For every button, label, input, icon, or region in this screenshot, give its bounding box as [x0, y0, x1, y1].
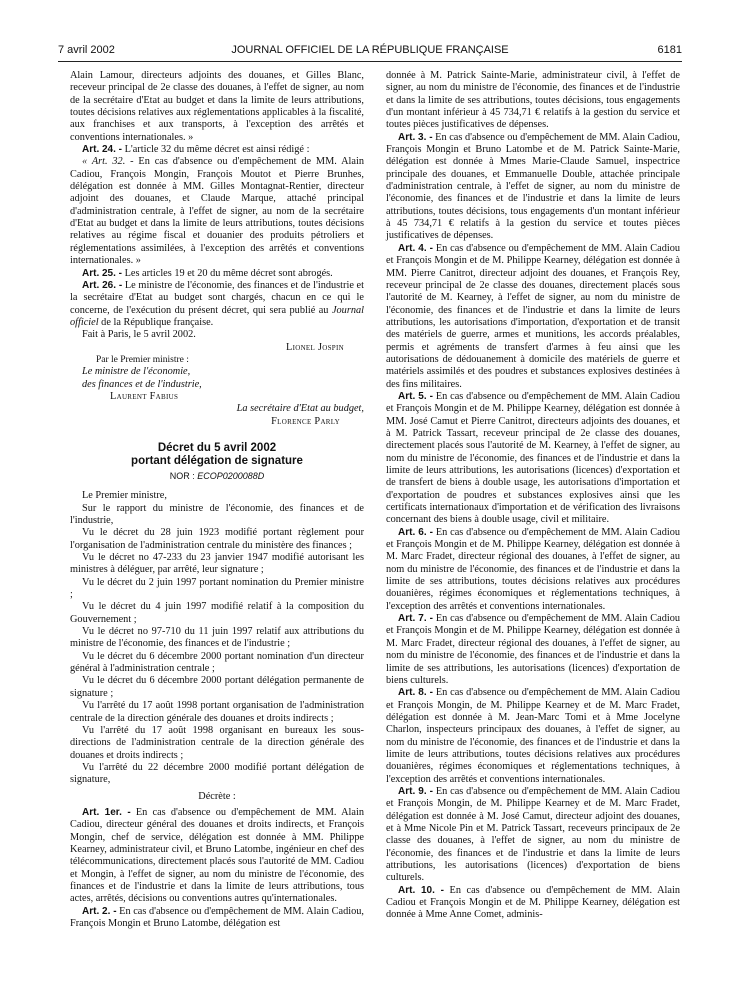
article-label: Art. 24. -: [82, 144, 123, 156]
article-4: [386, 243, 680, 391]
nor-code: ECOP0200088D: [197, 470, 265, 481]
journal-title: JOURNAL OFFICIEL DE LA RÉPUBLIQUE FRANÇAISE: [231, 44, 509, 56]
article-25: [70, 268, 364, 280]
article-label: Art. 4. -: [398, 242, 434, 254]
article-label: Art. 5. -: [398, 390, 434, 402]
signature-pm: Lionel Jospin: [286, 341, 344, 353]
secretary-title: La secrétaire d'Etat au budget,: [236, 403, 364, 415]
continued-paragraph: donnée à M. Patrick Sainte-Marie, administrateur civil, à l'effet de signer, au nom du ministre de l'économie, des finances et de l'industrie et dans la limite de ses attributions, toutes décisions, tous engagements d'un montant inférieur à 45 734,71 € relatifs à la gestion du service et toutes pièces justificatives de dépenses.: [386, 70, 680, 131]
visa-line: Vu le décret no 97-710 du 11 juin 1997 relatif aux attributions du ministre de l'économie, des finances et de l'industrie ;: [70, 626, 364, 650]
article-text: En cas d'absence ou d'empêchement de MM. Alain Cadiou, François Mongin et Bruno Latombe et de M. Patrick Sainte-Marie, délégation est donnée à Mmes Marie-Claude Samuel, inspectrice principale des douanes, et Emmanuelle Double, attachée principale d'administration centrale, à l'effet de signer, au nom du ministre de l'économie, des finances et de l'industrie et dans la limite de leurs attributions, toutes décisions, tous engagements d'un montant inférieur à 45 734,71 € relatifs à la gestion du service et toutes pièces justificatives de dépenses.: [386, 131, 680, 242]
article-1: [70, 807, 364, 906]
visa-line: Vu le décret du 4 juin 1997 modifié relatif à la composition du Gouvernement ;: [70, 601, 364, 625]
article-text: Le ministre de l'économie, des finances et de l'industrie et la secrétaire d'Etat au budget sont chargés, chacun en ce qui le concerne, de l'exécution du présent décret, qui sera publié au: [70, 279, 364, 316]
visa-line: Vu l'arrêté du 17 août 1998 portant organisation de l'administration centrale de la direction générale des douanes et droits indirects ;: [70, 700, 364, 724]
article-label: Art. 8. -: [398, 687, 434, 699]
article-text: de la République française.: [98, 316, 214, 328]
decrete: Décrète :: [198, 790, 236, 802]
decree-title: [70, 442, 364, 468]
visa-line: Vu le décret du 28 juin 1923 modifié portant règlement pour l'organisation de l'administration centrale du ministère des finances ;: [70, 527, 364, 551]
article-24: [70, 144, 364, 156]
article-label: Art. 9. -: [398, 785, 434, 797]
visa-line: Vu l'arrêté du 17 août 1998 organisant en bureaux les sous-directions de l'administration centrale de la direction générale des douanes et droits indirects ;: [70, 724, 364, 761]
running-header: [58, 44, 682, 60]
minister-title-line1: Le ministre de l'économie,: [82, 366, 191, 378]
article-label: Art. 2. -: [82, 905, 117, 917]
article-text: En cas d'absence ou d'empêchement de MM. Alain Cadiou et François Mongin, de M. Philippe Kearney et de M. Marc Fradet, délégation est donnée à M. Jean-Marc Tomi et à Mme Jocelyne Charlon, inspecteurs principaux des douanes, à l'effet de signer, au nom du ministre de l'économie, des finances et de l'industrie et dans la limite de leurs attributions, toutes décisions relatives aux procédures douanières, régimes économiques et réglementations techniques, à l'exception des arrêtés et conventions internationales.: [386, 687, 680, 785]
article-9: [386, 786, 680, 885]
decree-title-line1: Décret du 5 avril 2002: [157, 441, 277, 454]
article-26: [70, 280, 364, 329]
premier-ministre: Le Premier ministre,: [82, 490, 167, 502]
article-label: Art. 10. -: [398, 884, 444, 896]
article-label: Art. 7. -: [398, 613, 434, 625]
article-label: Art. 3. -: [398, 131, 433, 143]
fait-a-paris: Fait à Paris, le 5 avril 2002.: [82, 329, 196, 341]
article-8: [386, 687, 680, 786]
nor-reference: [70, 470, 364, 482]
article-10: [386, 885, 680, 922]
article-text: En cas d'absence ou d'empêchement de MM. Alain Cadiou et François Mongin et de M. Philippe Kearney, délégation est donnée à MM. Pierre Canitrot, directeur adjoint des douanes, et François Rey, receveur principal de 2e classe des douanes, directement placés sous l'autorité de M. Kearney, à l'effet de signer, au nom du ministre de l'économie, des finances et de l'industrie et dans la limite de leurs attributions, les autorisations d'importation, d'exportation et de transit des matériels de guerre, armes et munitions, les accords préalables, permis et agréments de transfert d'armes à feu ainsi que les autorisations de dédouanement à domicile des matériels de guerre et matériels assimilés et des poudres et substances explosives destinées à des fins militaires.: [386, 242, 680, 390]
left-column: [70, 70, 364, 930]
article-6: [386, 527, 680, 613]
visa-line: Sur le rapport du ministre de l'économie, des finances et de l'industrie,: [70, 502, 364, 526]
header-rule: [58, 61, 682, 62]
header-date: 7 avril 2002: [58, 44, 115, 56]
article-text: En cas d'absence ou d'empêchement de MM. Alain Cadiou et François Mongin et de M. Philippe Kearney, délégation est donnée à M. Marc Fradet, directeur régional des douanes, à l'effet de signer, au nom du ministre de l'économie, des finances et de l'industrie et dans la limite de ses attributions, les autorisations (licences) d'exportation de biens culturels.: [386, 613, 680, 686]
visa-line: Vu le décret du 6 décembre 2000 portant délégation permanente de signature ;: [70, 675, 364, 699]
article-label: Art. 1er. -: [82, 806, 131, 818]
article-7: [386, 613, 680, 687]
visa-line: Vu le décret du 2 juin 1997 portant nomination du Premier ministre ;: [70, 576, 364, 601]
page-number: 6181: [657, 44, 682, 56]
minister-title-line2: des finances et de l'industrie,: [82, 378, 202, 390]
article-32-quote: [70, 156, 364, 267]
article-text: Les articles 19 et 20 du même décret sont abrogés.: [122, 267, 333, 279]
nor-label: NOR :: [169, 470, 198, 481]
article-label: « Art. 32.: [82, 156, 126, 168]
continued-paragraph: Alain Lamour, directeurs adjoints des douanes, et Gilles Blanc, receveur principal de 2e classe des douanes, à l'effet de signer, au nom de la secrétaire d'Etat au budget et dans la limite de leurs attributions, toutes décisions relatives aux réglementations applicables à la fiscalité, aux franchises et aux transports, à l'exception des arrêtés et conventions internationales. »: [70, 70, 364, 143]
right-column: [386, 70, 680, 922]
journal-officiel-ref: Journal officiel: [70, 304, 364, 328]
article-label: Art. 6. -: [398, 526, 434, 538]
article-text: En cas d'absence ou d'empêchement de MM. Alain Cadiou et François Mongin et de M. Philippe Kearney, délégation est donnée à Mme Anne Comet, adminis-: [386, 884, 680, 921]
article-text: En cas d'absence ou d'empêchement de MM. Alain Cadiou et François Mongin et de M. Philippe Kearney, délégation est donnée à M. Marc Fradet, directeur régional des douanes, à l'effet de signer, au nom du ministre de l'économie, des finances et de l'industrie et dans la limite de ses attributions, toutes décisions relatives aux procédures douanières, régimes économiques et réglementations techniques, à l'exception des arrêtés et conventions internationales.: [386, 526, 680, 612]
visa-line: Vu l'arrêté du 22 décembre 2000 modifié portant délégation de signature,: [70, 761, 364, 786]
article-text: En cas d'absence ou d'empêchement de MM. Alain Cadiou, François Mongin et Bruno Latombe, délégation est: [70, 905, 364, 929]
article-5: [386, 391, 680, 527]
signature-minister: Laurent Fabius: [110, 390, 179, 402]
article-text: En cas d'absence ou d'empêchement de MM. Alain Cadiou et François Mongin, de M. Philippe Kearney et de M. Marc Fradet, délégation est donnée à M. José Camut, directeur adjoint des douanes, et à Mme Nicole Pin et M. Patrick Tassart, receveurs principaux de 2e classe des douanes, à l'effet de signer, au nom du ministre de l'économie, des finances et de l'industrie et dans la limite de leurs attributions, les autorisations (licences) d'exportation de biens culturels.: [386, 785, 680, 884]
article-text: En cas d'absence ou d'empêchement de MM. Alain Cadiou et François Mongin et de M. Philippe Kearney, délégation est donnée à MM. José Camut et Pierre Canitrot, directeurs adjoints des douanes, et à M. Patrick Tassart, receveur principal de 2e classe des douanes, directement placés sous l'autorité de M. Kearney, à l'effet de signer, au nom du ministre de l'économie, des finances et de l'industrie et dans la limite de leurs attributions, les autorisations (licences) d'exportation et de transfert de biens à double usage, les autorisations d'importation et d'exportation de poudres et substances explosives ainsi que les certificats internationaux d'importation et de vérification des livraisons concernant des biens à double usage, civil et militaire.: [386, 390, 680, 526]
visa-line: Vu le décret no 47-233 du 23 janvier 1947 modifié autorisant les ministres à déléguer, par arrêté, leur signature ;: [70, 552, 364, 576]
article-text: L'article 32 du même décret est ainsi rédigé :: [122, 144, 310, 156]
article-label: Art. 26. -: [82, 279, 123, 291]
visa-line: Vu le décret du 6 décembre 2000 portant nomination d'un directeur général à l'administration centrale ;: [70, 650, 364, 675]
article-label: Art. 25. -: [82, 267, 123, 279]
article-text: En cas d'absence ou d'empêchement de MM. Alain Cadiou, directeur général des douanes et droits indirects, et François Mongin, chef de service, délégation est donnée à MM. Philippe Kearney, administrateur civil, et Bruno Latombe, ingénieur en chef des télécommunications, directement placés sous l'autorité de MM. Cadiou et Mongin, à l'effet de signer, au nom du ministre de l'économie, des finances et de l'industrie et dans la limite de leurs attributions, tous actes, arrêtés, décisions ou conventions autres qu'internationales.: [70, 806, 364, 905]
article-2: [70, 906, 364, 931]
decree-title-line2: portant délégation de signature: [131, 454, 303, 467]
article-text: - En cas d'absence ou d'empêchement de MM. Alain Cadiou, François Mongin, François Moutot et Pierre Brunhes, délégation est donnée à MM. Gilles Montagnat-Rentier, directeur adjoint des douanes, et Claude Marque, attaché principal d'administration centrale, à l'effet de signer, au nom de la secrétaire d'Etat au budget et dans la limite de leurs attributions, toutes décisions relatives au régime fiscal et douanier des produits pétroliers et réglementations assimilées, à l'exception des arrêtés et conventions internationales. »: [70, 156, 364, 267]
par-le-premier-ministre: Par le Premier ministre :: [96, 354, 189, 365]
article-3: [386, 132, 680, 243]
signature-secretary: Florence Parly: [271, 415, 340, 427]
